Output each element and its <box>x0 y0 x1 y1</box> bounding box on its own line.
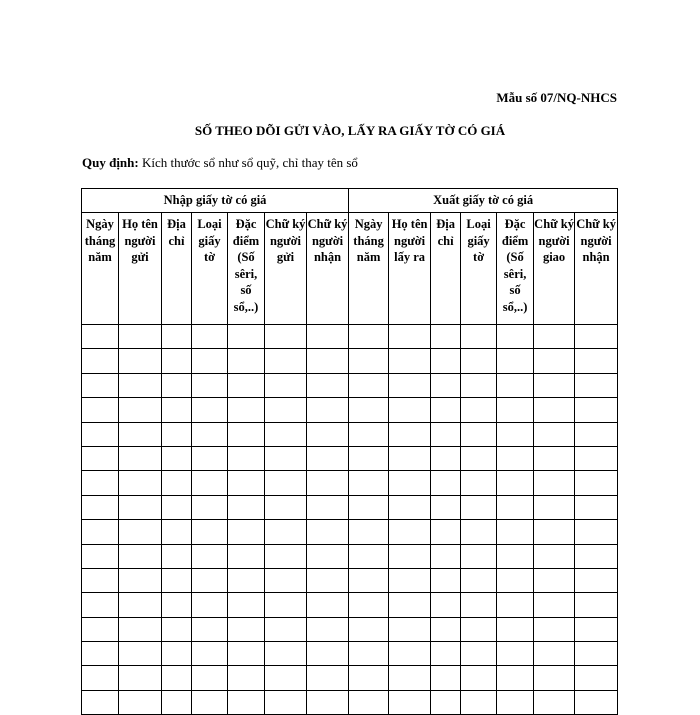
table-cell <box>307 520 349 544</box>
table-cell <box>497 520 534 544</box>
table-cell <box>461 495 497 519</box>
table-cell <box>431 349 461 373</box>
ledger-body <box>82 325 618 715</box>
table-cell <box>497 690 534 714</box>
table-cell <box>431 471 461 495</box>
table-cell <box>497 593 534 617</box>
table-cell <box>162 349 192 373</box>
table-cell <box>228 593 265 617</box>
table-cell <box>307 495 349 519</box>
table-cell <box>431 495 461 519</box>
page-title: SỐ THEO DÕI GỬI VÀO, LẤY RA GIẤY TỜ CÓ GIÁ <box>194 123 506 138</box>
table-cell <box>497 373 534 397</box>
table-cell <box>575 446 618 470</box>
table-cell <box>349 593 389 617</box>
col-header-withdrawer-name: Họ tên người lấy ra <box>389 213 431 325</box>
table-cell <box>497 349 534 373</box>
table-cell <box>575 666 618 690</box>
col-header-export-receiver-signature: Chữ ký người nhận <box>575 213 618 325</box>
table-cell <box>265 422 307 446</box>
table-row <box>82 422 618 446</box>
table-cell <box>461 666 497 690</box>
table-cell <box>228 544 265 568</box>
table-cell <box>265 471 307 495</box>
table-cell <box>431 642 461 666</box>
table-cell <box>389 325 431 349</box>
table-cell <box>461 446 497 470</box>
table-cell <box>228 398 265 422</box>
table-cell <box>265 398 307 422</box>
table-cell <box>307 568 349 592</box>
col-header-import-receiver-signature: Chữ ký người nhận <box>307 213 349 325</box>
table-cell <box>461 690 497 714</box>
table-cell <box>119 325 162 349</box>
table-cell <box>497 617 534 641</box>
table-cell <box>228 617 265 641</box>
table-cell <box>349 544 389 568</box>
table-cell <box>534 593 575 617</box>
table-cell <box>192 422 228 446</box>
table-cell <box>461 520 497 544</box>
table-cell <box>307 593 349 617</box>
table-row <box>82 495 618 519</box>
table-row <box>82 617 618 641</box>
col-header-export-date: Ngày tháng năm <box>349 213 389 325</box>
table-cell <box>119 422 162 446</box>
table-cell <box>575 642 618 666</box>
table-cell <box>534 690 575 714</box>
table-cell <box>534 349 575 373</box>
table-cell <box>162 593 192 617</box>
col-header-deliverer-signature: Chữ ký người giao <box>534 213 575 325</box>
table-cell <box>228 349 265 373</box>
table-cell <box>307 325 349 349</box>
table-cell <box>389 373 431 397</box>
table-cell <box>82 471 119 495</box>
table-cell <box>307 690 349 714</box>
table-cell <box>575 325 618 349</box>
table-cell <box>389 666 431 690</box>
table-row <box>82 544 618 568</box>
column-header-row <box>82 213 618 325</box>
table-cell <box>228 520 265 544</box>
table-row <box>82 398 618 422</box>
table-cell <box>119 398 162 422</box>
table-cell <box>461 642 497 666</box>
table-cell <box>349 422 389 446</box>
table-cell <box>389 568 431 592</box>
table-cell <box>389 446 431 470</box>
table-cell <box>534 617 575 641</box>
table-cell <box>349 446 389 470</box>
table-cell <box>82 690 119 714</box>
table-cell <box>192 690 228 714</box>
rule-note <box>82 155 358 171</box>
table-cell <box>497 422 534 446</box>
table-cell <box>497 544 534 568</box>
table-cell <box>162 666 192 690</box>
table-row <box>82 373 618 397</box>
table-cell <box>162 520 192 544</box>
table-cell <box>192 666 228 690</box>
table-cell <box>265 642 307 666</box>
ledger-table <box>81 188 618 715</box>
table-cell <box>349 398 389 422</box>
table-cell <box>349 666 389 690</box>
table-cell <box>349 690 389 714</box>
table-cell <box>82 495 119 519</box>
table-cell <box>228 422 265 446</box>
table-row <box>82 642 618 666</box>
table-cell <box>307 471 349 495</box>
table-cell <box>265 617 307 641</box>
table-cell <box>119 568 162 592</box>
table-row <box>82 446 618 470</box>
table-cell <box>534 373 575 397</box>
table-cell <box>461 544 497 568</box>
table-cell <box>228 446 265 470</box>
table-cell <box>534 642 575 666</box>
table-cell <box>228 690 265 714</box>
table-cell <box>162 373 192 397</box>
col-header-export-address: Địa chỉ <box>431 213 461 325</box>
table-row <box>82 471 618 495</box>
form-code: Mẫu số 07/NQ-NHCS <box>496 90 617 105</box>
table-cell <box>82 373 119 397</box>
table-cell <box>162 398 192 422</box>
table-cell <box>192 471 228 495</box>
table-cell <box>192 373 228 397</box>
col-header-import-doc-type: Loại giấy tờ <box>192 213 228 325</box>
table-cell <box>461 593 497 617</box>
table-cell <box>389 422 431 446</box>
table-cell <box>82 568 119 592</box>
table-cell <box>119 617 162 641</box>
table-cell <box>389 471 431 495</box>
table-cell <box>307 446 349 470</box>
table-cell <box>534 666 575 690</box>
table-cell <box>497 325 534 349</box>
table-cell <box>82 446 119 470</box>
table-cell <box>192 642 228 666</box>
table-cell <box>534 446 575 470</box>
table-cell <box>431 422 461 446</box>
table-cell <box>431 617 461 641</box>
table-cell <box>265 349 307 373</box>
table-cell <box>192 325 228 349</box>
table-cell <box>349 471 389 495</box>
table-cell <box>82 544 119 568</box>
table-cell <box>119 642 162 666</box>
table-cell <box>265 495 307 519</box>
table-cell <box>389 520 431 544</box>
table-cell <box>497 568 534 592</box>
table-cell <box>307 422 349 446</box>
table-cell <box>162 422 192 446</box>
table-cell <box>162 446 192 470</box>
table-cell <box>265 593 307 617</box>
table-cell <box>82 617 119 641</box>
table-cell <box>192 593 228 617</box>
table-cell <box>575 495 618 519</box>
table-row <box>82 349 618 373</box>
table-cell <box>349 520 389 544</box>
table-cell <box>307 349 349 373</box>
table-cell <box>575 544 618 568</box>
table-cell <box>575 471 618 495</box>
col-header-import-address: Địa chỉ <box>162 213 192 325</box>
table-cell <box>192 544 228 568</box>
col-header-export-features: Đặc điểm (Số sêri, số sổ,..) <box>497 213 534 325</box>
table-row <box>82 593 618 617</box>
table-cell <box>162 690 192 714</box>
table-cell <box>119 520 162 544</box>
table-cell <box>192 617 228 641</box>
table-cell <box>575 593 618 617</box>
table-cell <box>119 349 162 373</box>
table-cell <box>431 398 461 422</box>
table-cell <box>461 471 497 495</box>
table-cell <box>534 471 575 495</box>
col-header-export-doc-type: Loại giấy tờ <box>461 213 497 325</box>
table-cell <box>497 495 534 519</box>
table-cell <box>265 520 307 544</box>
col-header-sender-signature: Chữ ký người gửi <box>265 213 307 325</box>
table-row <box>82 690 618 714</box>
table-cell <box>119 666 162 690</box>
table-cell <box>575 422 618 446</box>
table-cell <box>119 495 162 519</box>
table-cell <box>82 520 119 544</box>
table-cell <box>349 642 389 666</box>
table-cell <box>162 325 192 349</box>
table-cell <box>575 690 618 714</box>
table-cell <box>389 398 431 422</box>
table-cell <box>575 617 618 641</box>
table-cell <box>162 544 192 568</box>
table-cell <box>461 349 497 373</box>
table-cell <box>497 446 534 470</box>
table-cell <box>349 349 389 373</box>
table-cell <box>192 520 228 544</box>
table-cell <box>349 373 389 397</box>
group-header-export: Xuất giấy tờ có giá <box>349 189 618 213</box>
table-cell <box>228 642 265 666</box>
table-row <box>82 325 618 349</box>
table-cell <box>575 373 618 397</box>
table-cell <box>461 568 497 592</box>
table-cell <box>265 446 307 470</box>
table-cell <box>82 325 119 349</box>
table-cell <box>307 642 349 666</box>
table-cell <box>119 544 162 568</box>
table-cell <box>192 495 228 519</box>
table-cell <box>431 446 461 470</box>
table-cell <box>497 398 534 422</box>
table-cell <box>534 520 575 544</box>
table-cell <box>461 398 497 422</box>
table-cell <box>162 617 192 641</box>
table-cell <box>534 422 575 446</box>
table-cell <box>461 325 497 349</box>
table-cell <box>119 373 162 397</box>
table-cell <box>192 568 228 592</box>
table-cell <box>162 642 192 666</box>
table-cell <box>497 642 534 666</box>
table-cell <box>431 544 461 568</box>
rule-label: Quy định: <box>82 155 139 170</box>
table-cell <box>228 373 265 397</box>
table-cell <box>119 446 162 470</box>
table-row <box>82 666 618 690</box>
table-row <box>82 568 618 592</box>
table-cell <box>389 495 431 519</box>
table-cell <box>192 446 228 470</box>
table-cell <box>82 666 119 690</box>
table-cell <box>431 373 461 397</box>
table-cell <box>349 495 389 519</box>
table-row <box>82 520 618 544</box>
table-cell <box>162 471 192 495</box>
table-cell <box>307 398 349 422</box>
table-cell <box>461 422 497 446</box>
table-cell <box>192 349 228 373</box>
table-cell <box>349 568 389 592</box>
col-header-import-features: Đặc điểm (Số sêri, số sổ,..) <box>228 213 265 325</box>
group-header-import: Nhập giấy tờ có giá <box>82 189 349 213</box>
table-cell <box>575 398 618 422</box>
table-cell <box>265 325 307 349</box>
table-cell <box>82 593 119 617</box>
table-cell <box>389 690 431 714</box>
table-cell <box>389 593 431 617</box>
table-cell <box>431 568 461 592</box>
table-cell <box>431 593 461 617</box>
table-cell <box>575 520 618 544</box>
table-cell <box>265 690 307 714</box>
rule-text: Kích thước sổ như sổ quỹ, chỉ thay tên sổ <box>141 155 358 170</box>
table-cell <box>228 568 265 592</box>
table-cell <box>119 593 162 617</box>
table-cell <box>119 690 162 714</box>
table-cell <box>307 373 349 397</box>
table-cell <box>389 642 431 666</box>
group-header-row <box>82 189 618 213</box>
table-cell <box>431 690 461 714</box>
table-cell <box>534 568 575 592</box>
table-cell <box>307 617 349 641</box>
table-cell <box>82 349 119 373</box>
col-header-import-date: Ngày tháng năm <box>82 213 119 325</box>
table-cell <box>389 544 431 568</box>
table-cell <box>265 544 307 568</box>
table-cell <box>82 642 119 666</box>
table-cell <box>82 398 119 422</box>
table-cell <box>389 617 431 641</box>
table-cell <box>431 520 461 544</box>
table-cell <box>307 666 349 690</box>
table-cell <box>431 325 461 349</box>
table-cell <box>228 495 265 519</box>
table-cell <box>119 471 162 495</box>
table-cell <box>265 666 307 690</box>
table-cell <box>461 617 497 641</box>
table-cell <box>265 568 307 592</box>
table-cell <box>575 349 618 373</box>
table-cell <box>431 666 461 690</box>
table-cell <box>265 373 307 397</box>
table-cell <box>575 568 618 592</box>
table-cell <box>307 544 349 568</box>
table-cell <box>349 617 389 641</box>
table-cell <box>534 398 575 422</box>
table-cell <box>162 568 192 592</box>
table-cell <box>192 398 228 422</box>
table-cell <box>349 325 389 349</box>
table-cell <box>534 495 575 519</box>
table-cell <box>497 666 534 690</box>
table-cell <box>389 349 431 373</box>
table-cell <box>228 471 265 495</box>
table-cell <box>228 666 265 690</box>
table-cell <box>82 422 119 446</box>
col-header-sender-name: Họ tên người gửi <box>119 213 162 325</box>
table-cell <box>461 373 497 397</box>
table-cell <box>228 325 265 349</box>
table-cell <box>534 544 575 568</box>
table-cell <box>162 495 192 519</box>
table-cell <box>534 325 575 349</box>
table-cell <box>497 471 534 495</box>
